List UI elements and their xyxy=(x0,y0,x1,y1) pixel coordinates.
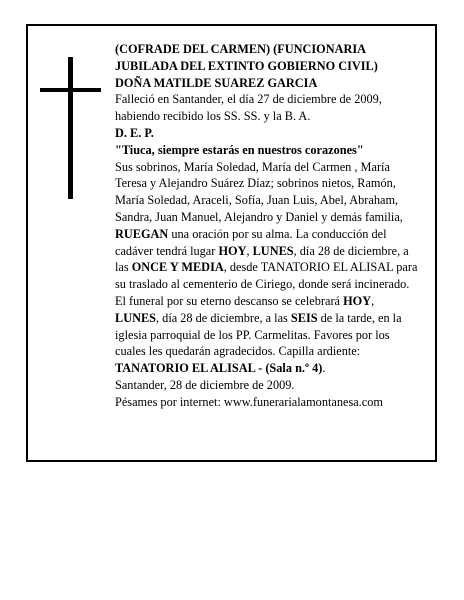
date-line: Santander, 28 de diciembre de 2009. xyxy=(115,377,295,392)
ceremony-text: de la tarde, en la iglesia parroquial de los PP. Carmelitas. Favores por los cuales les quedarán agradecidos. Capilla ardiente: xyxy=(115,310,402,359)
dep-label: D. E. P. xyxy=(115,125,154,140)
ceremony-text: , día 28 de diciembre, a las xyxy=(156,310,291,325)
condolences-line: Pésames por internet: www.funerarialamontanesa.com xyxy=(115,394,383,409)
ceremony-paragraph xyxy=(115,226,421,377)
lunes-label: LUNES xyxy=(115,310,157,325)
ceremony-text: , xyxy=(371,293,375,308)
ruegan-label: RUEGAN xyxy=(115,226,169,241)
heading-affiliation: (COFRADE DEL CARMEN) (FUNCIONARIA JUBILADA DEL EXTINTO GOBIERNO CIVIL) xyxy=(115,42,378,73)
time-label: SEIS xyxy=(290,310,318,325)
hoy-label: HOY xyxy=(343,293,372,308)
ceremony-text: , xyxy=(246,243,253,258)
cross-icon-bar xyxy=(40,88,101,92)
ceremony-text: , día 28 de diciembre, a las xyxy=(115,243,409,275)
family-quote: "Tiuca, siempre estarás en nuestros corazones" xyxy=(115,142,364,157)
family-list: Sus sobrinos, María Soledad, María del Carmen , María Teresa y Alejandro Suárez Díaz; sobrinos nietos, Ramón, María Soledad, Araceli, Sofía, Juan Luis, Abel, Abraham, Sandra, Juan Manuel, Alejandro y Daniel y demás familia, xyxy=(115,159,403,224)
hoy-label: HOY xyxy=(218,243,247,258)
chapel-location: TANATORIO EL ALISAL - (Sala n.º 4) xyxy=(115,361,323,376)
heading-name: DOÑA MATILDE SUAREZ GARCIA xyxy=(115,75,318,90)
time-label: ONCE Y MEDIA xyxy=(131,260,224,275)
obituary-text xyxy=(115,41,421,411)
lunes-label: LUNES xyxy=(252,243,294,258)
ceremony-text: . xyxy=(322,361,326,376)
obituary-frame xyxy=(26,24,437,462)
ceremony-text: una oración por su alma. La conducción del cadáver tendrá lugar xyxy=(115,226,387,258)
ceremony-text: , desde TANATORIO EL ALISAL para su traslado al cementerio de Ciriego, donde será incinerado. El funeral por su eterno descanso se celebrará xyxy=(115,260,418,308)
cross-icon xyxy=(68,57,73,199)
death-info: Falleció en Santander, el día 27 de diciembre de 2009, habiendo recibido los SS. SS. y la B. A. xyxy=(115,92,382,124)
